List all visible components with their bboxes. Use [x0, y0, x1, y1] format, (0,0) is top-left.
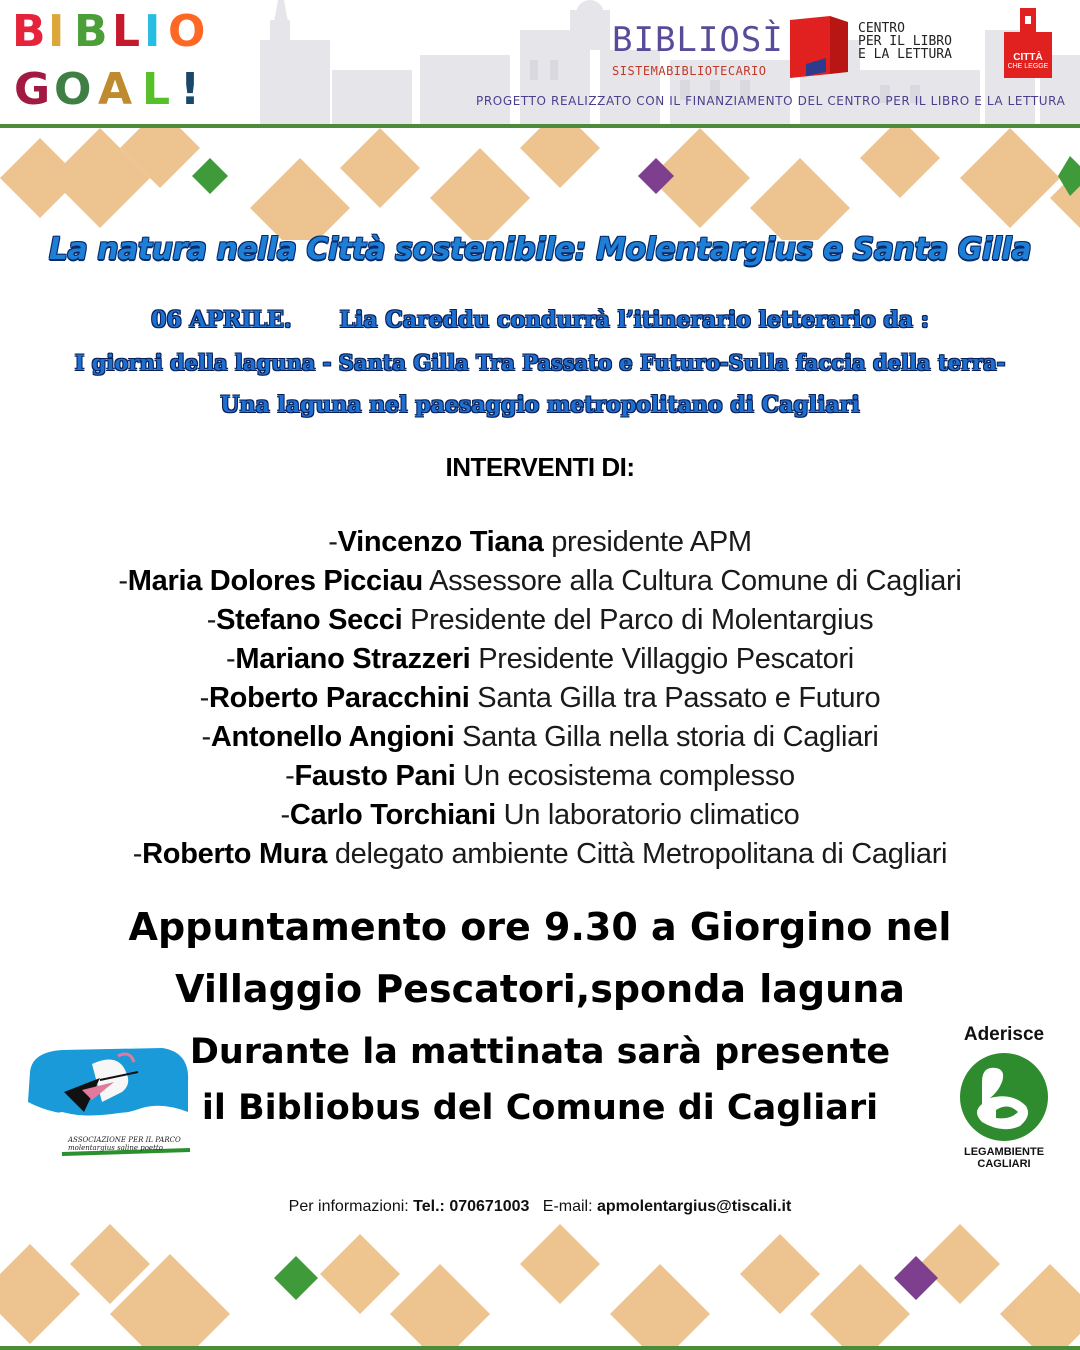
- logo-letter: G: [14, 64, 51, 115]
- speaker-name: Carlo Torchiani: [289, 799, 496, 831]
- speaker-role: Santa Gilla tra Passato e Futuro: [477, 682, 881, 714]
- speaker-role: Un ecosistema complesso: [463, 760, 795, 792]
- legambiente-adherence: Aderisce: [963, 1024, 1045, 1045]
- appointment-line: Villaggio Pescatori,sponda laguna: [175, 967, 905, 1011]
- speaker-role: Presidente del Parco di Molentargius: [410, 604, 874, 636]
- speaker-role: presidente APM: [551, 526, 752, 558]
- speaker-name: Mariano Strazzeri: [235, 643, 471, 675]
- funding-note: PROGETTO REALIZZATO CON IL FINANZIAMENTO DEL CENTRO PER IL LIBRO E LA LETTURA: [476, 94, 1066, 108]
- header: [0, 0, 1080, 124]
- email-address[interactable]: apmolentargius@tiscali.it: [597, 1198, 792, 1215]
- date-line: [0, 307, 1080, 333]
- swan-icon: [952, 1052, 1056, 1142]
- logo-letter: A: [98, 64, 133, 115]
- speaker-item: -Roberto Mura delegato ambiente Città Metropolitana di Cagliari: [132, 838, 948, 870]
- phone-number[interactable]: 070671003: [449, 1198, 530, 1215]
- email-label: E-mail:: [542, 1198, 597, 1215]
- book-titles-line: Una laguna nel paesaggio metropolitano di Cagliari: [220, 392, 860, 418]
- citta-line: CHE LEGGE: [1007, 63, 1049, 70]
- logo-letter: L: [112, 6, 141, 57]
- cepell-line: E LA LETTURA: [858, 47, 952, 62]
- logo-letter: I: [144, 6, 161, 57]
- biblosi-subtitle: SISTEMABIBLIOTECARIO: [612, 64, 767, 78]
- footer-divider: [0, 1346, 1080, 1350]
- speaker-item: -Stefano Secci Presidente del Parco di Molentargius: [206, 604, 874, 636]
- speaker-name: Antonello Angioni: [210, 721, 455, 753]
- speaker-role: Santa Gilla nella storia di Cagliari: [462, 721, 879, 753]
- event-date: 06 APRILE.: [151, 307, 292, 333]
- citta-che-legge-logo: [1002, 6, 1054, 80]
- contact-info: [0, 1198, 1080, 1216]
- speaker-name: Stefano Secci: [216, 604, 403, 636]
- biblio-goal-logo: [12, 6, 212, 120]
- speaker-item: -Vincenzo Tiana presidente APM: [328, 526, 752, 558]
- cepell-line: PER IL LIBRO: [858, 34, 952, 49]
- event-intro: Lia Careddu condurrà l’itinerario letterario da :: [339, 307, 929, 333]
- speaker-item: -Roberto Paracchini Santa Gilla tra Passato e Futuro: [199, 682, 881, 714]
- cepell-logo-text: [858, 22, 978, 61]
- logo-letter: O: [54, 64, 92, 115]
- logo-letter: B: [74, 6, 108, 57]
- speaker-item: -Mariano Strazzeri Presidente Villaggio Pescatori: [226, 643, 854, 675]
- cepell-book-icon: [786, 14, 852, 80]
- apm-line: molentargius saline poetto: [68, 1144, 163, 1152]
- logo-letter: !: [180, 64, 201, 115]
- event-title: La natura nella Città sostenibile: Molentargius e Santa Gilla: [48, 232, 1032, 267]
- apm-logo: [22, 1042, 192, 1162]
- speaker-name: Maria Dolores Picciau: [127, 565, 423, 597]
- logo-letter: I: [48, 6, 65, 57]
- tel-label: Tel.:: [413, 1198, 450, 1215]
- biblosi-title: BIBLIOSÌ: [612, 20, 784, 60]
- apm-line: ASSOCIAZIONE PER IL PARCO: [68, 1136, 181, 1144]
- speaker-name: Fausto Pani: [294, 760, 456, 792]
- contact-label: Per informazioni:: [288, 1198, 414, 1215]
- speaker-role: Assessore alla Cultura Comune di Cagliari: [429, 565, 962, 597]
- speaker-name: Roberto Mura: [142, 838, 328, 870]
- logo-letter: O: [168, 6, 206, 57]
- apm-logo-text: [68, 1136, 181, 1152]
- speaker-item: -Fausto Pani Un ecosistema complesso: [285, 760, 795, 792]
- citta-line: CITTÀ: [1013, 52, 1043, 63]
- legambiente-name: [952, 1146, 1056, 1170]
- decorative-diamonds-bottom: [0, 1224, 1080, 1346]
- speaker-role: Presidente Villaggio Pescatori: [478, 643, 854, 675]
- legambiente-line: CAGLIARI: [977, 1158, 1031, 1170]
- book-titles-line: I giorni della laguna - Santa Gilla Tra Passato e Futuro-Sulla faccia della terra-: [74, 350, 1006, 375]
- appointment-info: [0, 896, 1080, 1020]
- speaker-role: delegato ambiente Città Metropolitana di Cagliari: [334, 838, 948, 870]
- legambiente-logo: [952, 1024, 1056, 1176]
- speaker-item: -Antonello Angioni Santa Gilla nella storia di Cagliari: [201, 721, 879, 753]
- speakers-heading: INTERVENTI DI:: [445, 452, 635, 482]
- logo-letter: L: [142, 64, 171, 115]
- speaker-item: -Carlo Torchiani Un laboratorio climatico: [280, 799, 800, 831]
- speaker-name: Roberto Paracchini: [209, 682, 470, 714]
- cepell-line: CENTRO: [858, 21, 905, 36]
- decorative-diamonds-top: [0, 128, 1080, 240]
- legambiente-line: LEGAMBIENTE: [963, 1146, 1045, 1158]
- appointment-line: Appuntamento ore 9.30 a Giorgino nel: [128, 905, 952, 949]
- speaker-name: Vincenzo Tiana: [337, 526, 544, 558]
- biblosi-logo: [612, 20, 784, 90]
- speaker-role: Un laboratorio climatico: [503, 799, 800, 831]
- bibliobus-text: Durante la mattinata sarà presente il Bibliobus del Comune di Cagliari: [189, 1032, 891, 1128]
- logo-letter: B: [12, 6, 46, 57]
- speaker-item: -Maria Dolores Picciau Assessore alla Cultura Comune di Cagliari: [118, 565, 962, 597]
